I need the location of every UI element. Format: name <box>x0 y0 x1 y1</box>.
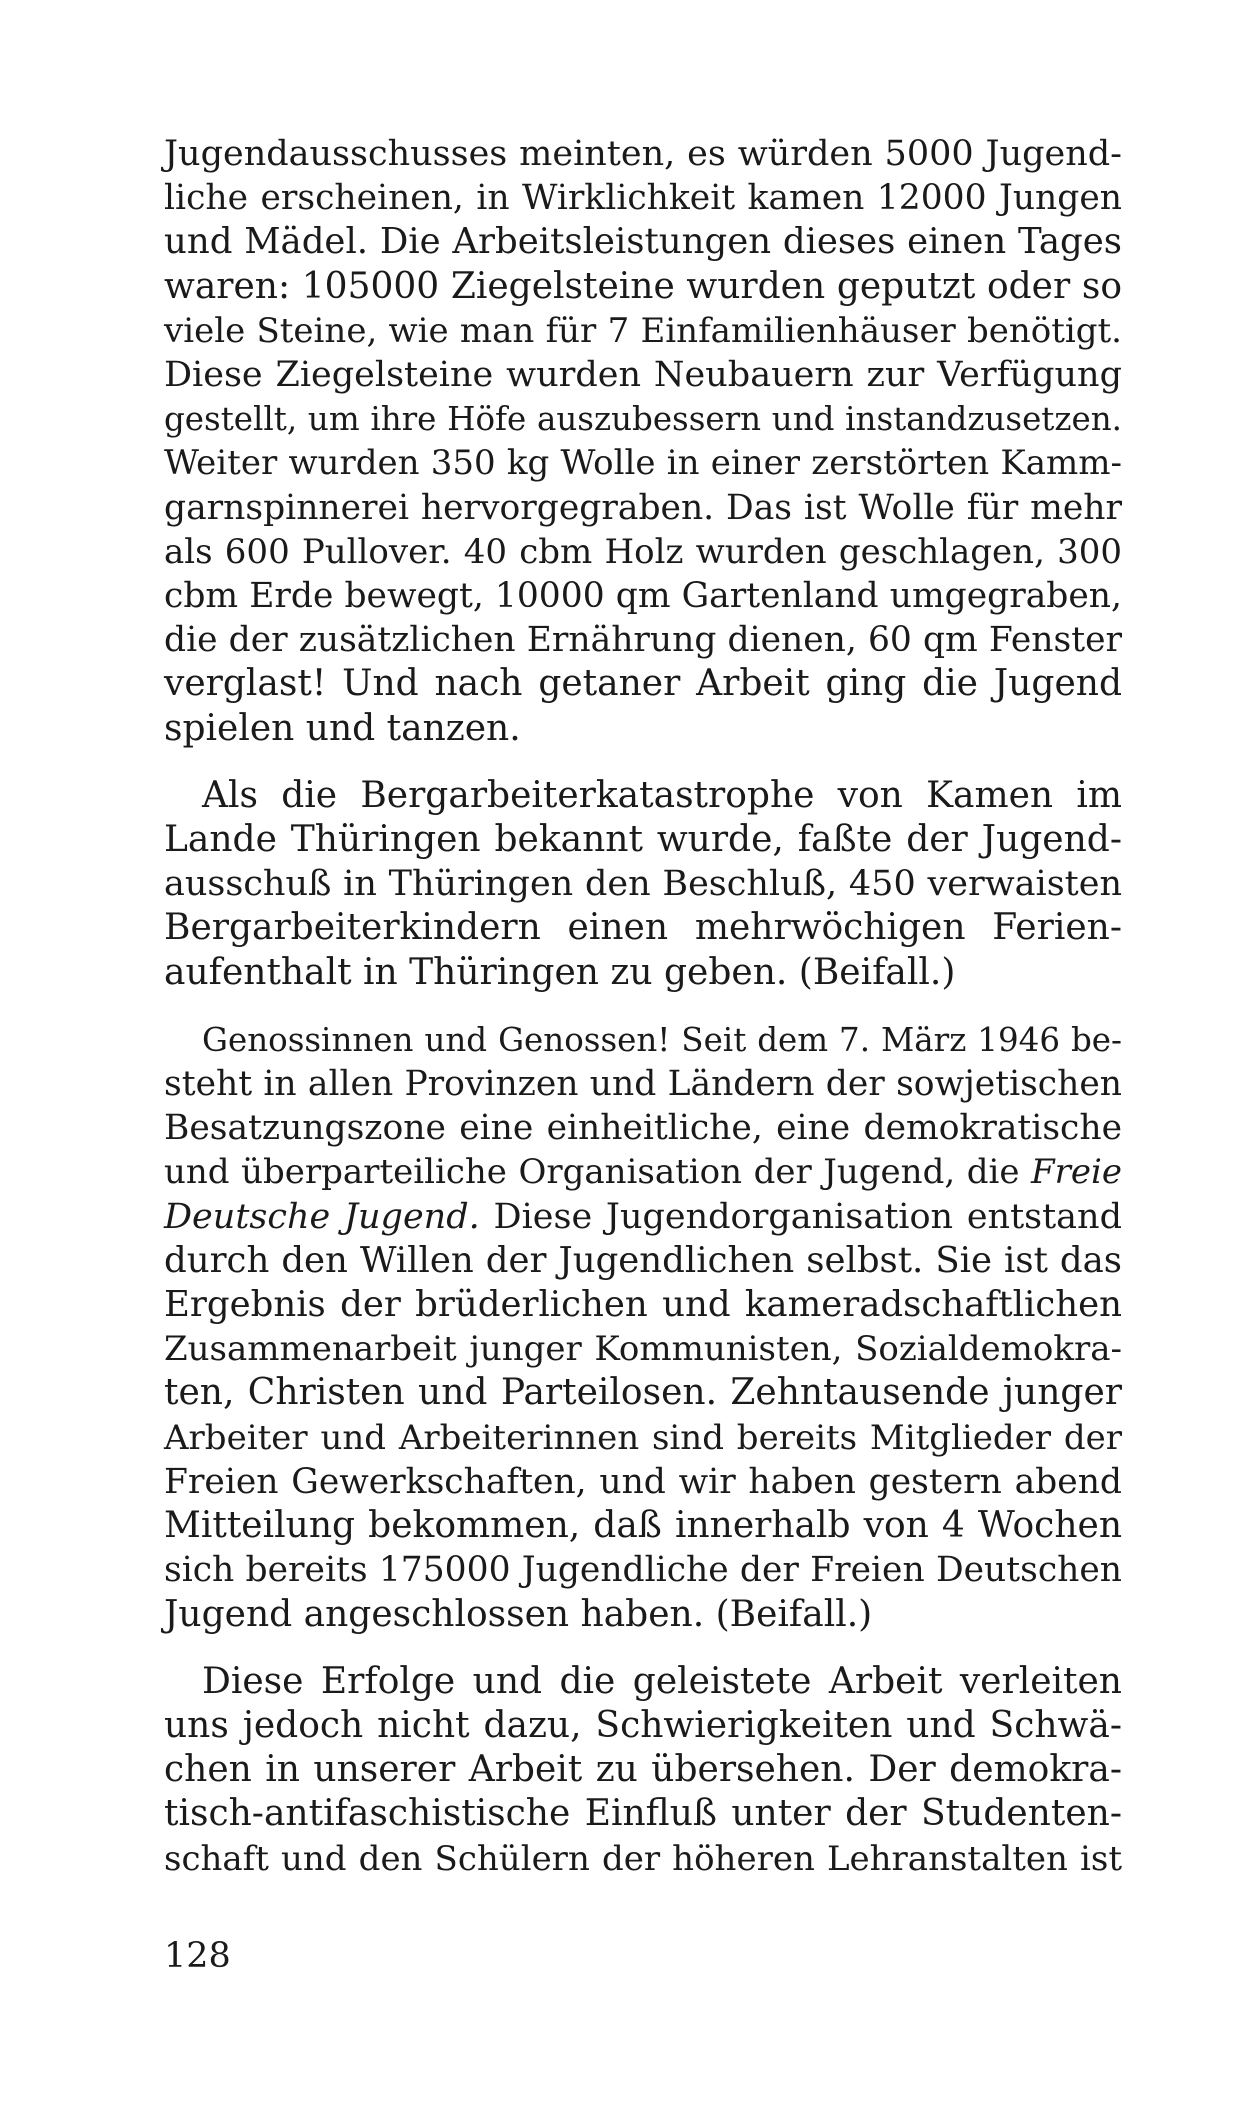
text-line: Jugendausschusses meinten, es würden 5000 Jugend- <box>164 134 1122 174</box>
text-line: die der zusätzlichen Ernährung dienen, 60 qm Fenster <box>164 620 1122 661</box>
text-line: tisch-antifaschistische Einfluß unter der Studenten- <box>164 1793 1122 1835</box>
text-line: Zusammenarbeit junger Kommunisten, Sozialdemokra- <box>164 1329 1122 1370</box>
text-line-with-italic <box>164 1150 1122 1194</box>
text-line: Lande Thüringen bekannt wurde, faßte der Jugend- <box>164 819 1122 861</box>
page-number: 128 <box>164 1936 231 1976</box>
text-line: cbm Erde bewegt, 10000 qm Gartenland umgegraben, <box>164 576 1122 617</box>
text-line: spielen und tanzen. <box>164 707 521 749</box>
text-line: Freien Gewerkschaften, und wir haben gestern abend <box>164 1461 1122 1502</box>
text-line: Genossinnen und Genossen! Seit dem 7. März 1946 be- <box>202 1020 1122 1059</box>
italic-phrase: Freie <box>1031 1152 1122 1193</box>
text-line: uns jedoch nicht dazu, Schwierigkeiten und Schwä- <box>164 1704 1122 1746</box>
text-line: ten, Christen und Parteilosen. Zehntausende junger <box>164 1372 1122 1414</box>
text-line: chen in unserer Arbeit zu übersehen. Der demokra- <box>164 1749 1122 1791</box>
paragraph-4 <box>164 1660 1122 1881</box>
text-line: Weiter wurden 350 kg Wolle in einer zerstörten Kamm- <box>164 443 1122 484</box>
text-line: durch den Willen der Jugendlichen selbst. Sie ist das <box>164 1239 1122 1281</box>
text-line-with-italic <box>164 1195 1122 1239</box>
text-segment: Diese Jugendorganisation entstand <box>493 1196 1122 1237</box>
text-line: steht in allen Provinzen und Ländern der sowjetischen <box>164 1064 1122 1105</box>
italic-phrase: Deutsche Jugend. <box>164 1196 480 1237</box>
text-line: Diese Ziegelsteine wurden Neubauern zur Verfügung <box>164 355 1122 396</box>
text-line: sich bereits 175000 Jugendliche der Freien Deutschen <box>164 1550 1122 1591</box>
text-segment: und überparteiliche Organisation der Jugend, die <box>164 1152 1032 1193</box>
text-line: verglast! Und nach getaner Arbeit ging die Jugend <box>164 663 1122 705</box>
text-line: gestellt, um ihre Höfe auszubessern und instandzusetzen. <box>164 400 1122 439</box>
text-line: und Mädel. Die Arbeitsleistungen dieses einen Tages <box>164 221 1122 263</box>
text-line: ausschuß in Thüringen den Beschluß, 450 verwaisten <box>164 864 1122 905</box>
text-line: Mitteilung bekommen, daß innerhalb von 4 Wochen <box>164 1505 1122 1547</box>
text-line: garnspinnerei hervorgegraben. Das ist Wolle für mehr <box>164 487 1122 528</box>
page-body <box>164 132 1122 1881</box>
text-line: Besatzungszone eine einheitliche, eine demokratische <box>164 1108 1122 1149</box>
paragraph-2 <box>164 774 1122 995</box>
text-line: schaft und den Schülern der höheren Lehranstalten ist <box>164 1838 1122 1879</box>
text-line: liche erscheinen, in Wirklichkeit kamen 12000 Jungen <box>164 178 1122 219</box>
text-line: aufenthalt in Thüringen zu geben. (Beifall.) <box>164 951 956 993</box>
text-line: Arbeiter und Arbeiterinnen sind bereits Mitglieder der <box>164 1417 1122 1458</box>
text-line: Jugend angeschlossen haben. (Beifall.) <box>164 1593 873 1635</box>
text-line: Bergarbeiterkindern einen mehrwöchigen Ferien- <box>164 907 1122 949</box>
text-line: waren: 105000 Ziegelsteine wurden geputzt oder so <box>164 265 1122 307</box>
text-line: als 600 Pullover. 40 cbm Holz wurden geschlagen, 300 <box>164 531 1122 572</box>
paragraph-1 <box>164 132 1122 751</box>
text-line: Als die Bergarbeiterkatastrophe von Kamen im <box>202 774 1122 816</box>
text-line: viele Steine, wie man für 7 Einfamilienhäuser benötigt. <box>164 310 1122 351</box>
paragraph-3 <box>164 1018 1122 1637</box>
text-line: Diese Erfolge und die geleistete Arbeit verleiten <box>202 1660 1122 1702</box>
text-line: Ergebnis der brüderlichen und kameradschaftlichen <box>164 1284 1122 1326</box>
